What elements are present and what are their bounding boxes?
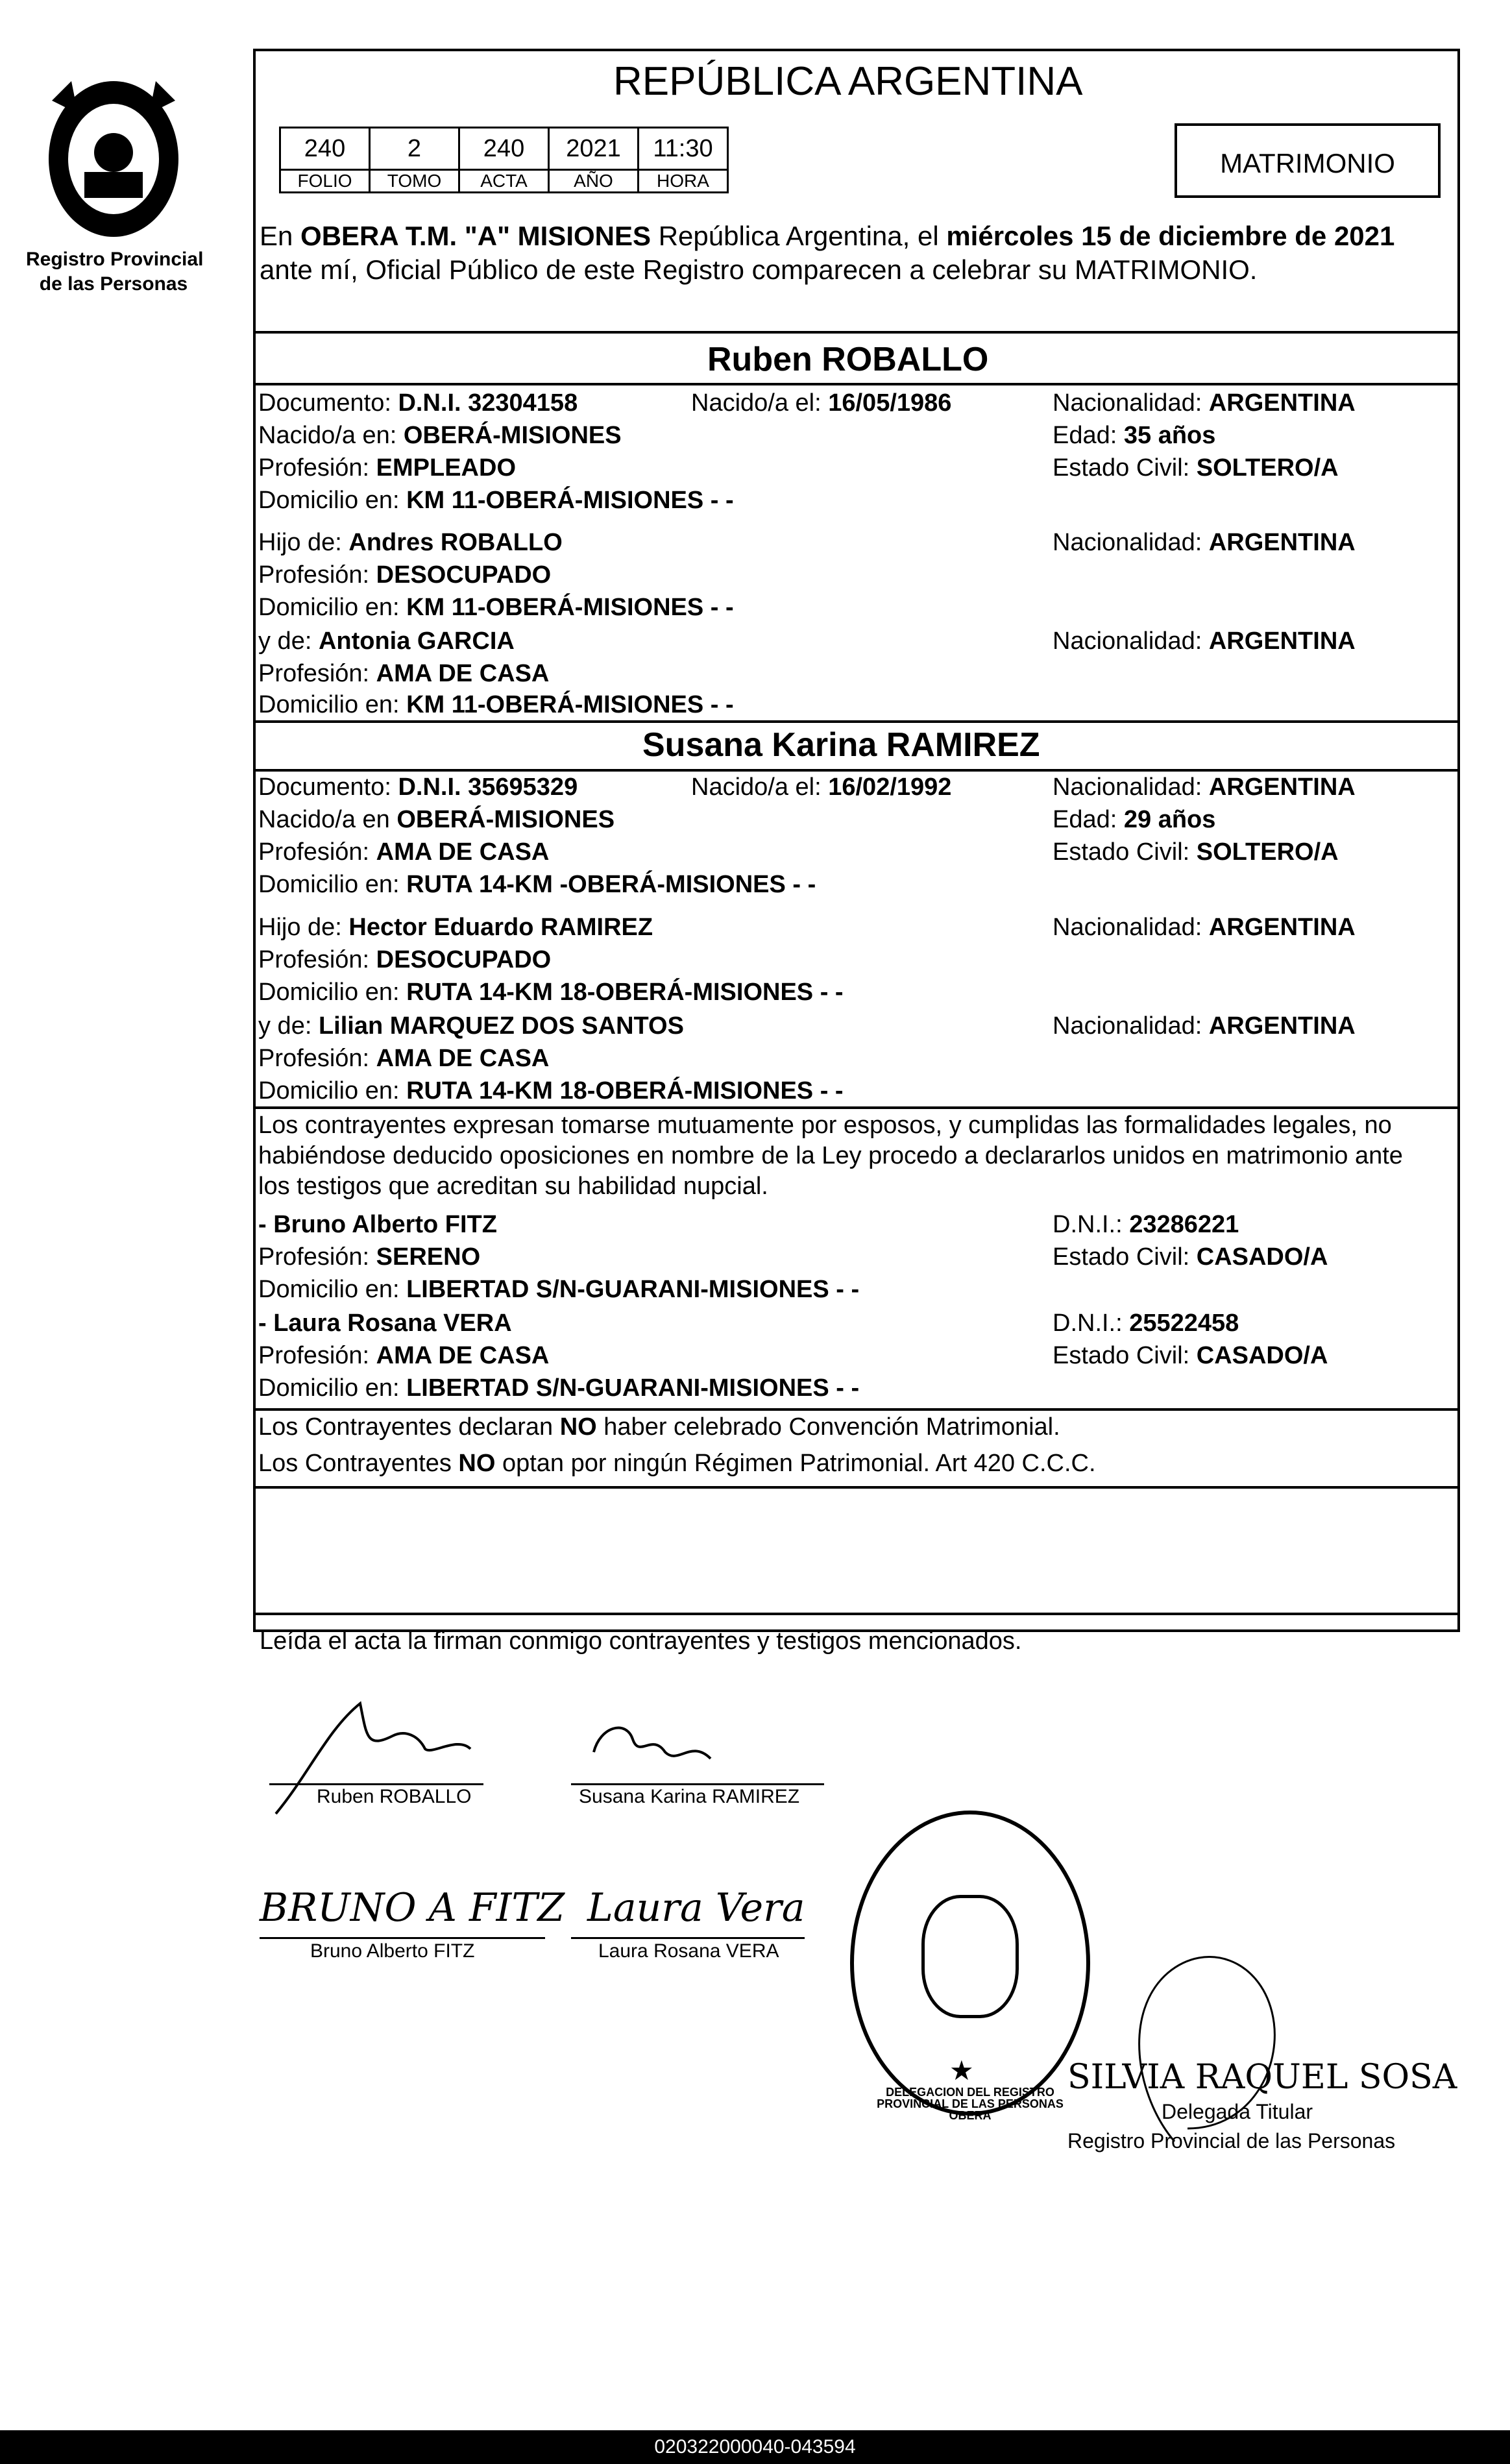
- witness2-dom: Domicilio en: LIBERTAD S/N-GUARANI-MISIONES - -: [258, 1374, 860, 1402]
- groom-father: Hijo de: Andres ROBALLO: [258, 529, 563, 556]
- witness2-civil: Estado Civil: CASADO/A: [1053, 1342, 1328, 1369]
- hora-value: 11:30: [639, 128, 728, 170]
- groom-place: Nacido/a en: OBERÁ-MISIONES: [258, 422, 622, 449]
- groom-nat: Nacionalidad: ARGENTINA: [1053, 389, 1356, 417]
- witness1-prof: Profesión: SERENO: [258, 1243, 481, 1271]
- bride-signature-label: Susana Karina RAMIREZ: [579, 1786, 800, 1807]
- bride-name: Susana Karina RAMIREZ: [642, 726, 1040, 764]
- seal-emblem: [921, 1895, 1019, 2018]
- groom-age: Edad: 35 años: [1053, 422, 1216, 449]
- star-icon: ★: [949, 2055, 974, 2086]
- witness2-prof: Profesión: AMA DE CASA: [258, 1342, 550, 1369]
- groom-signature-label: Ruben ROBALLO: [317, 1786, 472, 1807]
- bride-prof: Profesión: AMA DE CASA: [258, 838, 550, 866]
- bride-doc: Documento: D.N.I. 35695329: [258, 774, 578, 801]
- seal-text: DELEGACION DEL REGISTRO PROVINCIAL DE LAS PERSONAS OBERA: [877, 2086, 1064, 2122]
- bride-father-dom: Domicilio en: RUTA 14-KM 18-OBERÁ-MISIONES - -: [258, 979, 844, 1006]
- bride-age: Edad: 29 años: [1053, 806, 1216, 833]
- divider: [253, 1106, 1460, 1109]
- witness1-dom: Domicilio en: LIBERTAD S/N-GUARANI-MISIONES - -: [258, 1276, 860, 1303]
- signature-line: [571, 1937, 805, 1939]
- hora-label: HORA: [639, 170, 728, 193]
- bride-mother-prof: Profesión: AMA DE CASA: [258, 1045, 550, 1072]
- bride-mother-dom: Domicilio en: RUTA 14-KM 18-OBERÁ-MISIONES - -: [258, 1077, 844, 1104]
- witness2-signature: Laura Vera: [587, 1885, 805, 1931]
- groom-mother-prof: Profesión: AMA DE CASA: [258, 660, 550, 687]
- bride-civil: Estado Civil: SOLTERO/A: [1053, 838, 1339, 866]
- signature-line: [260, 1937, 545, 1939]
- groom-civil: Estado Civil: SOLTERO/A: [1053, 454, 1339, 482]
- bride-mother: y de: Lilian MARQUEZ DOS SANTOS: [258, 1012, 684, 1040]
- convention-line-2: Los Contrayentes NO optan por ningún Régimen Patrimonial. Art 420 C.C.C.: [258, 1450, 1096, 1477]
- bride-dom: Domicilio en: RUTA 14-KM -OBERÁ-MISIONES - -: [258, 871, 816, 898]
- groom-mother-nat: Nacionalidad: ARGENTINA: [1053, 628, 1356, 655]
- witness1-signature-label: Bruno Alberto FITZ: [310, 1940, 475, 1962]
- groom-mother: y de: Antonia GARCIA: [258, 628, 515, 655]
- groom-dom: Domicilio en: KM 11-OBERÁ-MISIONES - -: [258, 487, 734, 514]
- groom-doc: Documento: D.N.I. 32304158: [258, 389, 578, 417]
- declaration-line-3: los testigos que acreditan su habilidad nupcial.: [258, 1173, 768, 1200]
- tomo-label: TOMO: [370, 170, 459, 193]
- registry-label-1: Registro Provincial: [26, 249, 204, 270]
- doc-type-box: MATRIMONIO: [1175, 123, 1441, 198]
- folio-value: 240: [280, 128, 370, 170]
- acta-label: ACTA: [459, 170, 549, 193]
- page-title: REPÚBLICA ARGENTINA: [613, 59, 1083, 104]
- divider: [253, 1486, 1460, 1489]
- witness2-name: - Laura Rosana VERA: [258, 1310, 512, 1337]
- witness1-dni: D.N.I.: 23286221: [1053, 1211, 1239, 1238]
- bride-nat: Nacionalidad: ARGENTINA: [1053, 774, 1356, 801]
- declaration-line-1: Los contrayentes expresan tomarse mutuamente por esposos, y cumplidas las formalidades legales, no: [258, 1112, 1392, 1139]
- groom-prof: Profesión: EMPLEADO: [258, 454, 517, 482]
- witness2-signature-label: Laura Rosana VERA: [598, 1940, 779, 1962]
- official-office: Registro Provincial de las Personas: [1067, 2129, 1396, 2153]
- bride-father-nat: Nacionalidad: ARGENTINA: [1053, 914, 1356, 941]
- acta-table: [279, 127, 729, 193]
- tomo-value: 2: [370, 128, 459, 170]
- anio-value: 2021: [549, 128, 639, 170]
- declaration-line-2: habiéndose deducido oposiciones en nombre de la Ley procedo a declararlos unidos en matrimonio ante: [258, 1142, 1403, 1169]
- registry-label-2: de las Personas: [39, 273, 188, 295]
- official-role: Delegada Titular: [1162, 2100, 1313, 2123]
- anio-label: AÑO: [549, 170, 639, 193]
- convention-line-1: Los Contrayentes declaran NO haber celebrado Convención Matrimonial.: [258, 1413, 1060, 1441]
- acta-value: 240: [459, 128, 549, 170]
- divider: [253, 331, 1460, 334]
- closing-text: Leída el acta la firman conmigo contrayentes y testigos mencionados.: [260, 1628, 1022, 1655]
- intro-line-2: ante mí, Oficial Público de este Registro comparecen a celebrar su MATRIMONIO.: [260, 254, 1258, 285]
- groom-name: Ruben ROBALLO: [707, 341, 989, 378]
- official-name: SILVIA RAQUEL SOSA: [1067, 2058, 1457, 2097]
- signature-line: [571, 1783, 824, 1785]
- divider: [253, 1408, 1460, 1411]
- folio-label: FOLIO: [280, 170, 370, 193]
- witness1-civil: Estado Civil: CASADO/A: [1053, 1243, 1328, 1271]
- groom-father-dom: Domicilio en: KM 11-OBERÁ-MISIONES - -: [258, 594, 734, 621]
- divider: [253, 383, 1460, 385]
- footer-code: 020322000040-043594: [0, 2430, 1510, 2464]
- bride-born: Nacido/a el: 16/02/1992: [691, 774, 952, 801]
- provincial-emblem: [39, 75, 188, 243]
- bride-father: Hijo de: Hector Eduardo RAMIREZ: [258, 914, 653, 941]
- groom-born: Nacido/a el: 16/05/1986: [691, 389, 952, 417]
- divider: [253, 720, 1460, 723]
- divider: [253, 1613, 1460, 1615]
- intro-line-1: En OBERA T.M. "A" MISIONES República Argentina, el miércoles 15 de diciembre de 2021: [260, 221, 1395, 251]
- bride-mother-nat: Nacionalidad: ARGENTINA: [1053, 1012, 1356, 1040]
- witness1-signature: BRUNO A FITZ: [260, 1885, 565, 1931]
- divider: [253, 769, 1460, 772]
- signature-line: [269, 1783, 483, 1785]
- bride-signature: [587, 1713, 717, 1778]
- groom-mother-dom: Domicilio en: KM 11-OBERÁ-MISIONES - -: [258, 691, 734, 718]
- groom-father-nat: Nacionalidad: ARGENTINA: [1053, 529, 1356, 556]
- bride-father-prof: Profesión: DESOCUPADO: [258, 946, 552, 973]
- groom-father-prof: Profesión: DESOCUPADO: [258, 561, 552, 589]
- bride-place: Nacido/a en OBERÁ-MISIONES: [258, 806, 615, 833]
- witness1-name: - Bruno Alberto FITZ: [258, 1211, 497, 1238]
- witness2-dni: D.N.I.: 25522458: [1053, 1310, 1239, 1337]
